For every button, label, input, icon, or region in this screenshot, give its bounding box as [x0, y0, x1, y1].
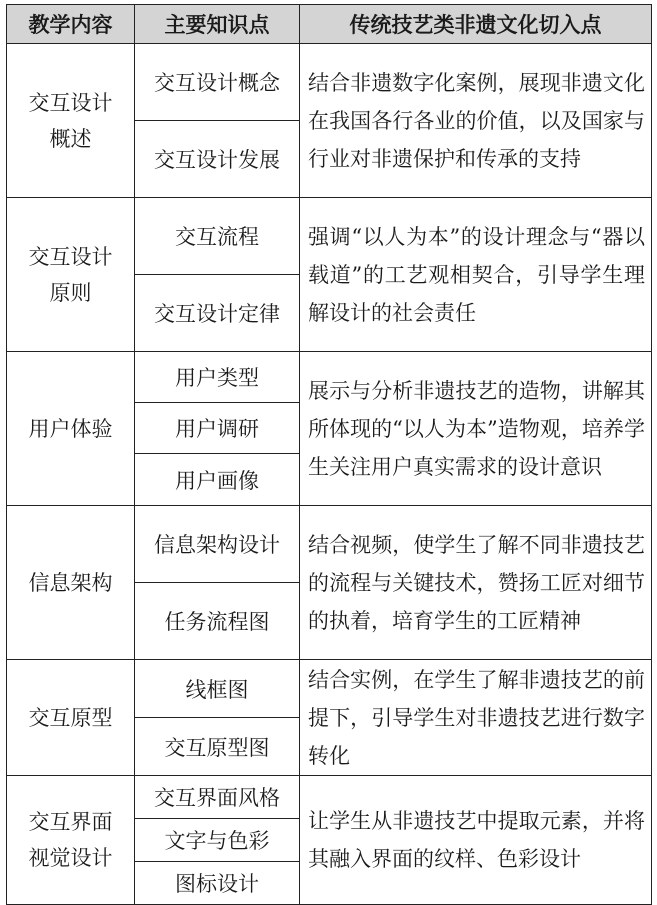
table-row — [7, 198, 652, 275]
teaching-content-cell: 信息架构 — [7, 506, 135, 660]
teaching-content-cell: 用户体验 — [7, 352, 135, 506]
header-row — [7, 5, 652, 44]
knowledge-point-cell: 线框图 — [135, 660, 300, 718]
header-teaching-content: 教学内容 — [7, 5, 135, 44]
entry-point-cell: 结合实例，在学生了解非遗技艺的前提下，引导学生对非遗技艺进行数字转化 — [300, 660, 652, 776]
knowledge-point-cell: 任务流程图 — [135, 583, 300, 660]
table-row — [7, 660, 652, 718]
knowledge-point-cell: 文字与色彩 — [135, 819, 300, 862]
header-knowledge-points: 主要知识点 — [135, 5, 300, 44]
knowledge-point-cell: 图标设计 — [135, 862, 300, 905]
teaching-content-cell: 交互界面 视觉设计 — [7, 776, 135, 905]
table-row — [7, 352, 652, 403]
table-row — [7, 506, 652, 583]
entry-point-cell: 结合视频，使学生了解不同非遗技艺的流程与关键技术，赞扬工匠对细节的执着，培育学生的工匠精神 — [300, 506, 652, 660]
knowledge-point-cell: 交互设计发展 — [135, 121, 300, 198]
knowledge-point-cell: 交互流程 — [135, 198, 300, 275]
knowledge-point-cell: 用户调研 — [135, 403, 300, 454]
knowledge-point-cell: 信息架构设计 — [135, 506, 300, 583]
table-row — [7, 776, 652, 819]
teaching-content-cell: 交互原型 — [7, 660, 135, 776]
knowledge-point-cell: 交互界面风格 — [135, 776, 300, 819]
header-heritage-entry-point: 传统技艺类非遗文化切入点 — [300, 5, 652, 44]
teaching-content-cell: 交互设计 原则 — [7, 198, 135, 352]
entry-point-cell: 结合非遗数字化案例，展现非遗文化在我国各行各业的价值，以及国家与行业对非遗保护和传承的支持 — [300, 44, 652, 198]
knowledge-point-cell: 用户类型 — [135, 352, 300, 403]
entry-point-cell: 强调“以人为本”的设计理念与“器以载道”的工艺观相契合，引导学生理解设计的社会责任 — [300, 198, 652, 352]
entry-point-cell: 让学生从非遗技艺中提取元素，并将其融入界面的纹样、色彩设计 — [300, 776, 652, 905]
knowledge-point-cell: 交互设计定律 — [135, 275, 300, 352]
curriculum-table — [6, 4, 652, 905]
teaching-content-cell: 交互设计 概述 — [7, 44, 135, 198]
entry-point-cell: 展示与分析非遗技艺的造物，讲解其所体现的“以人为本”造物观，培养学生关注用户真实需求的设计意识 — [300, 352, 652, 506]
knowledge-point-cell: 交互原型图 — [135, 718, 300, 776]
table-row — [7, 44, 652, 121]
knowledge-point-cell: 交互设计概念 — [135, 44, 300, 121]
knowledge-point-cell: 用户画像 — [135, 454, 300, 506]
